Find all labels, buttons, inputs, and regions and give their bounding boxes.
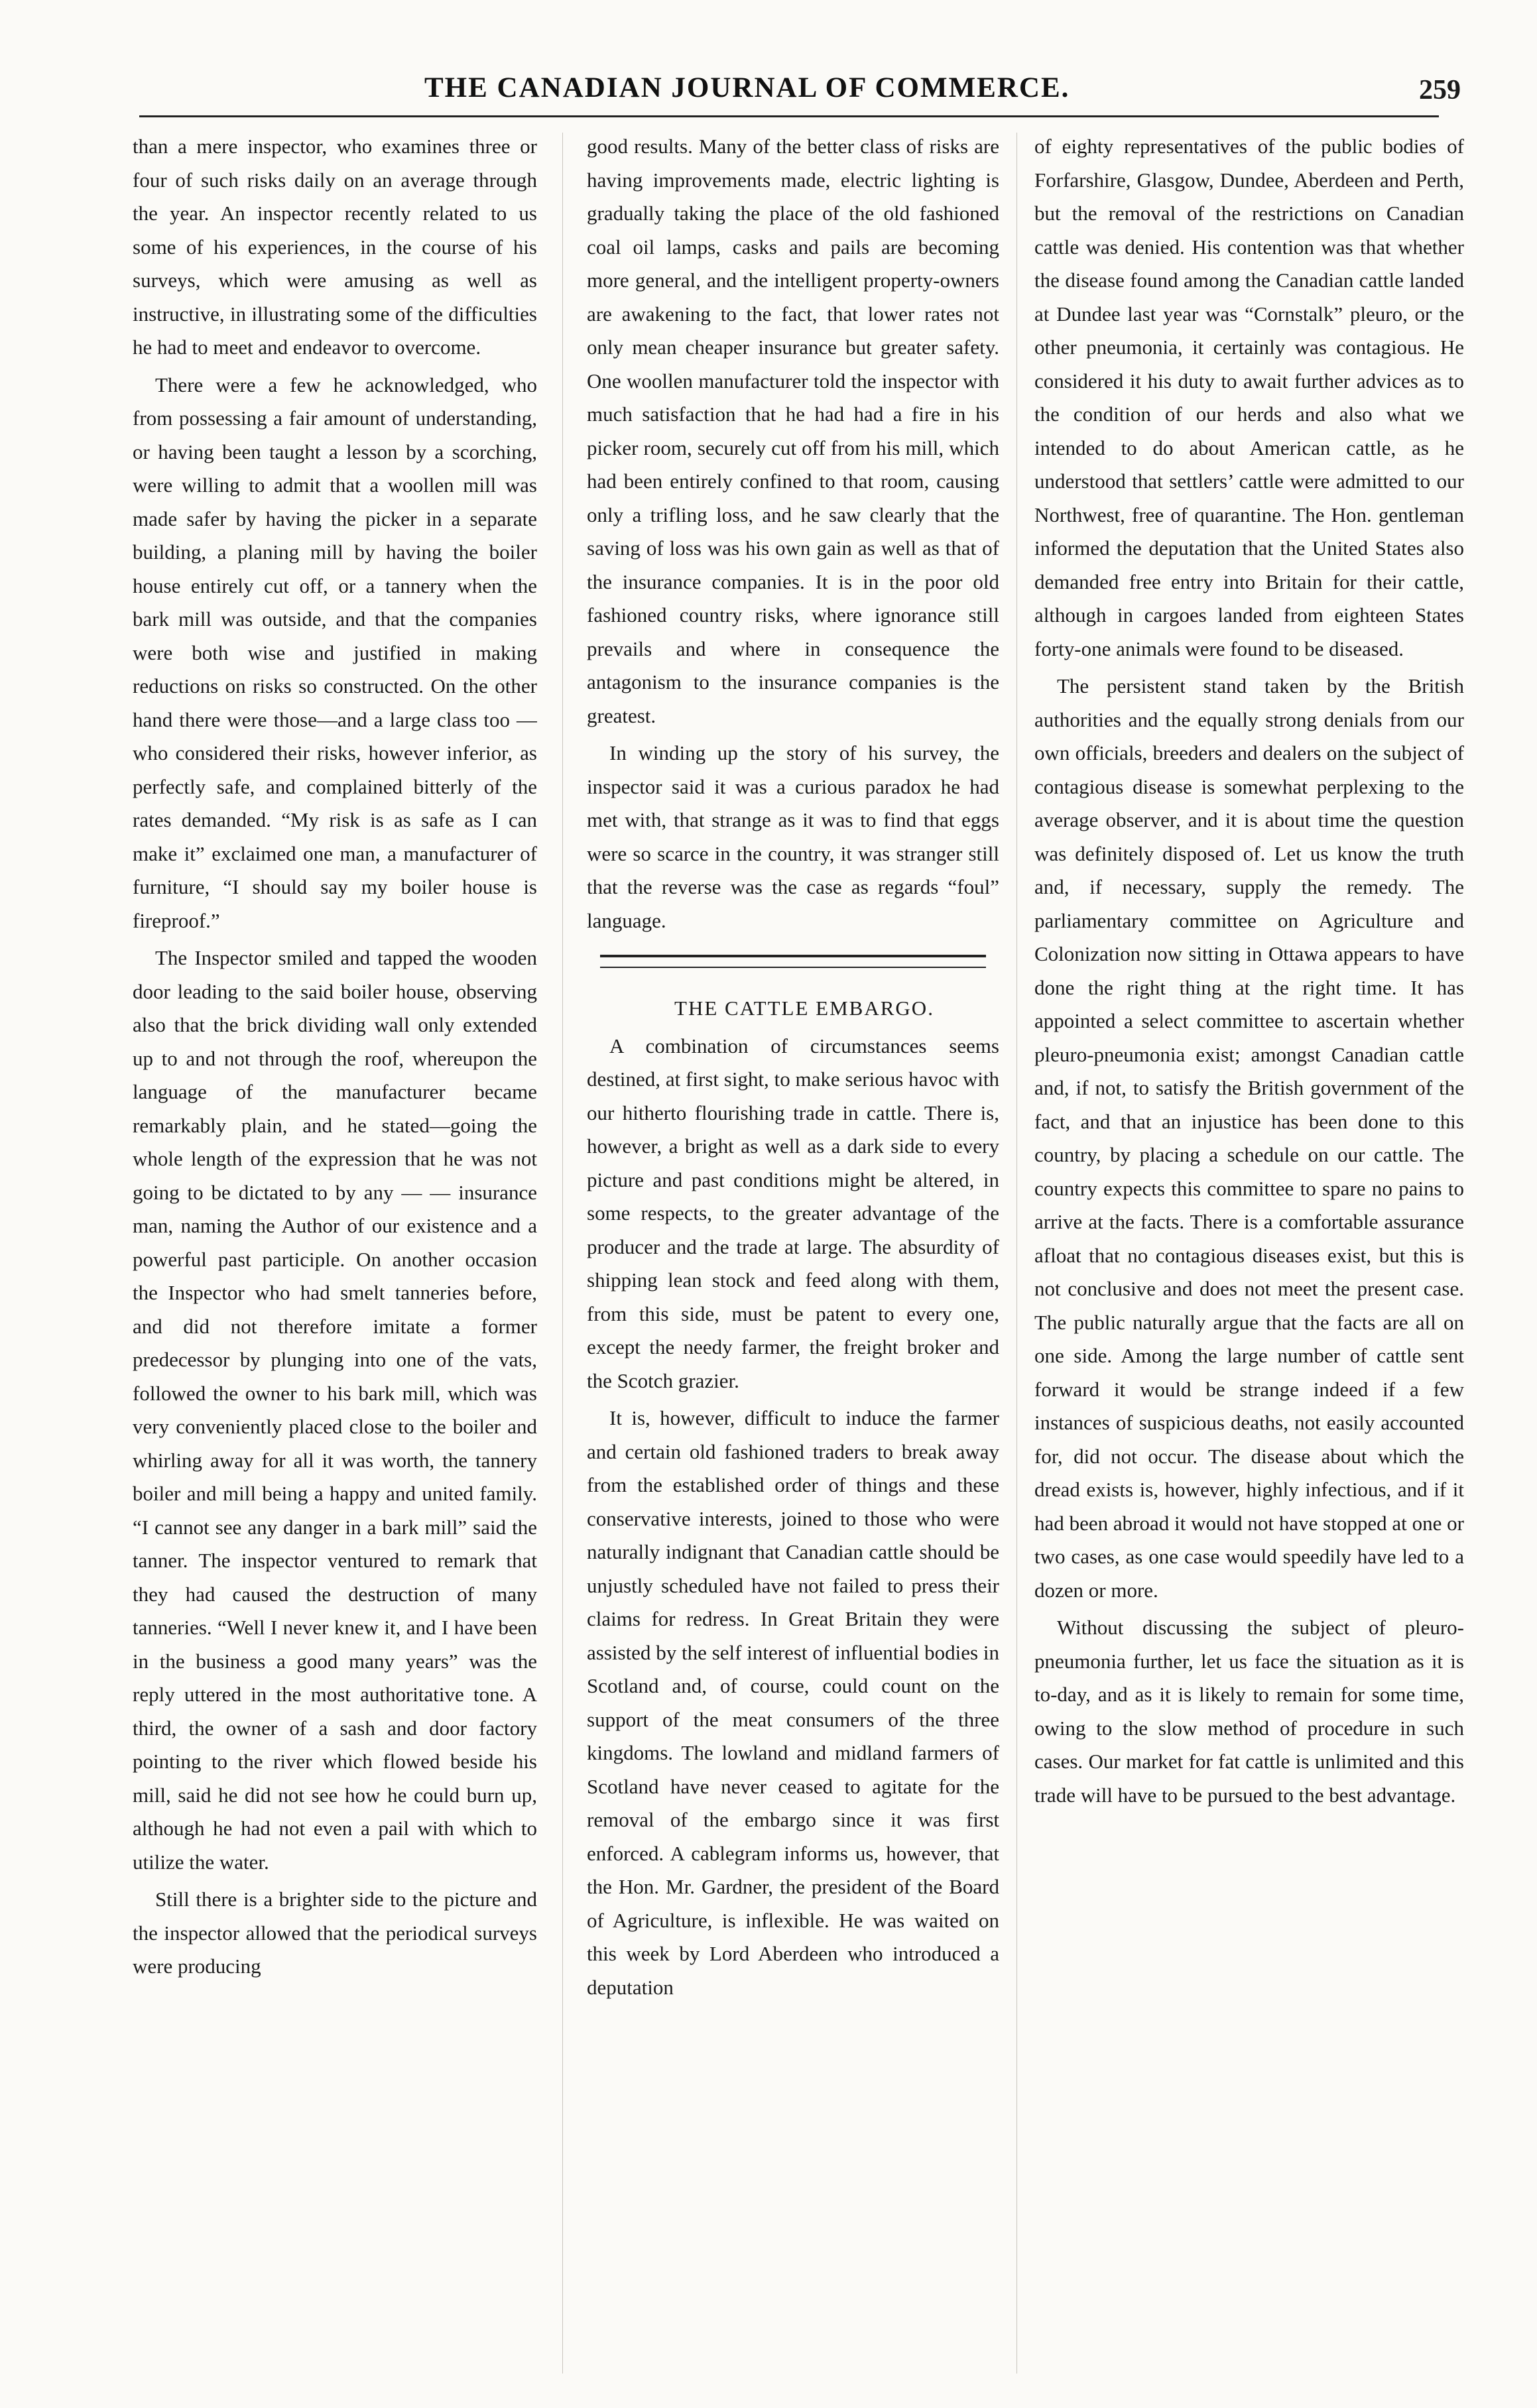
header-rule <box>139 115 1439 117</box>
paragraph: There were a few he acknowledged, who from possessing a fair amount of understanding, or having been taught a lesson by a scorching, were willing to admit that a woollen mill was made safer by having the picker in a separate building, a planing mill by having the boiler house entirely cut off, or a tannery when the bark mill was outside, and that the companies were both wise and justified in making reductions on risks so constructed. On the other hand there were those—and a large class too —who considered their risks, however inferior, as perfectly safe, and complained bitterly of the rates demanded. “My risk is as safe as I can make it” exclaimed one man, a manufacturer of furniture, “I should say my boiler house is fireproof.” <box>133 373 537 932</box>
column-right <box>1034 130 1464 2384</box>
section-divider <box>600 955 986 968</box>
column-divider <box>1016 133 1017 2374</box>
paragraph: than a mere inspector, who examines three or four of such risks daily on an average through the year. An inspector recently related to us some of his experiences, in the course of his surveys, which were amusing as well as instructive, in illustrating some of the difficulties he had to meet and endeavor to overcome. <box>133 135 537 359</box>
paragraph: of eighty representatives of the public bodies of Forfarshire, Glasgow, Dundee, Aberdeen and Perth, but the removal of the restrictions on Canadian cattle was denied. His contention was that whether the disease found among the Canadian cattle landed at Dundee last year was “Cornstalk” pleuro, or the other pneumonia, it certainly was contagious. He considered it his duty to await further advices as to the condition of our herds and also what we intended to do about American cattle, as he understood that settlers’ cattle were admitted to our Northwest, free of quarantine. The Hon. gentleman informed the deputation that the United States also demanded free entry into Britain for their cattle, although in cargoes landed from eighteen States forty-one animals were found to be diseased. <box>1034 135 1464 660</box>
masthead-title: THE CANADIAN JOURNAL OF COMMERCE. <box>424 72 1070 103</box>
column-left <box>133 130 537 2384</box>
cattle-embargo-heading: THE CATTLE EMBARGO. <box>674 996 934 1020</box>
column-divider <box>562 133 563 2374</box>
paragraph: In winding up the story of his survey, the inspector said it was a curious paradox he had met with, that strange as it was to find that eggs were so scarce in the country, it was stranger still that the reverse was the case as regards “foul” language. <box>587 741 999 932</box>
paragraph: It is, however, difficult to induce the farmer and certain old fashioned traders to break away from the established order of things and these conservative interests, joined to those who were naturally indignant that Canadian cattle should be unjustly scheduled have not failed to press their claims for redress. In Great Britain they were assisted by the self interest of influential bodies in Scotland and, of course, could count on the support of the meat consumers of the three kingdoms. The lowland and midland farmers of Scotland have never ceased to agitate for the removal of the embargo since it was first enforced. A cablegram informs us, however, that the Hon. Mr. Gardner, the president of the Board of Agriculture, is inflexible. He was waited on this week by Lord Aberdeen who introduced a deputation <box>587 1406 999 1999</box>
paragraph: The persistent stand taken by the British authorities and the equally strong denials from our own officials, breeders and dealers on the subject of contagious disease is somewhat perplexing to the average observer, and it is about time the question was definitely disposed of. Let us know the truth and, if necessary, supply the remedy. The parliamentary committee on Agriculture and Colonization now sitting in Ottawa appears to have done the right thing at the right time. It has appointed a select committee to ascertain whether pleuro-pneumonia exist; amongst Canadian cattle and, if not, to satisfy the British government of the fact, and that an injustice has been done to this country, by placing a schedule on our cattle. The country expects this committee to spare no pains to arrive at the facts. There is a comfortable assurance afloat that no contagious diseases exist, but this is not conclusive and does not meet the present case. The public naturally argue that the facts are all on one side. Among the large number of cattle sent forward it would be strange indeed if a few instances of suspicious deaths, not easily accounted for, did not occur. The disease about which the dread exists is, however, highly infectious, and if it had been abroad it would not have stopped at one or two cases, as one case would speedily have led to a dozen or more. <box>1034 674 1464 1602</box>
paragraph: Still there is a brighter side to the picture and the inspector allowed that the periodical surveys were producing <box>133 1888 537 1978</box>
page-number: 259 <box>1419 75 1461 105</box>
paragraph: A combination of circumstances seems destined, at first sight, to make serious havoc with our hitherto flourishing trade in cattle. There is, however, a bright as well as a dark side to every picture and past conditions might be altered, in some respects, to the greater advantage of the producer and the trade at large. The absurdity of shipping lean stock and feed along with them, from this side, must be patent to every one, except the needy farmer, the freight broker and the Scotch grazier. <box>587 1034 999 1392</box>
paragraph: Without discussing the subject of pleuro-pneumonia further, let us face the situation as it is to-day, and as it is likely to remain for some time, owing to the slow method of procedure in such cases. Our market for fat cattle is unlimited and this trade will have to be pursued to the best advantage. <box>1034 1616 1464 1807</box>
paragraph: good results. Many of the better class of risks are having improvements made, electric lighting is gradually taking the place of the old fashioned coal oil lamps, casks and pails are becoming more general, and the intelligent property-owners are awakening to the fact, that lower rates not only mean cheaper insurance but greater safety. One woollen manufacturer told the inspector with much satisfaction that he had had a fire in his picker room, securely cut off from his mill, which had been entirely confined to that room, causing only a trifling loss, and he saw clearly that the saving of loss was his own gain as well as that of the insurance companies. It is in the poor old fashioned country risks, where ignorance still prevails and where in consequence the antagonism to the insurance companies is the greatest. <box>587 135 999 727</box>
paragraph: The Inspector smiled and tapped the wooden door leading to the said boiler house, observing also that the brick dividing wall only extended up to and not through the roof, whereupon the language of the manufacturer became remarkably plain, and he stated—going the whole length of the expression that he was not going to be dictated to by any — — insurance man, naming the Author of our existence and a powerful past participle. On another occasion the Inspector who had smelt tanneries before, and did not therefore imitate a former predecessor by plunging into one of the vats, followed the owner to his bark mill, which was very conveniently placed close to the boiler and whirling away for all it was worth, the tannery boiler and mill being a happy and united family. “I cannot see any danger in a bark mill” said the tanner. The inspector ventured to remark that they had caused the destruction of many tanneries. “Well I never knew it, and I have been in the business a good many years” was the reply uttered in the most authoritative tone. A third, the owner of a sash and door factory pointing to the river which flowed beside his mill, said he did not see how he could burn up, although he had not even a pail with which to utilize the water. <box>133 946 537 1874</box>
column-middle <box>587 130 999 2384</box>
